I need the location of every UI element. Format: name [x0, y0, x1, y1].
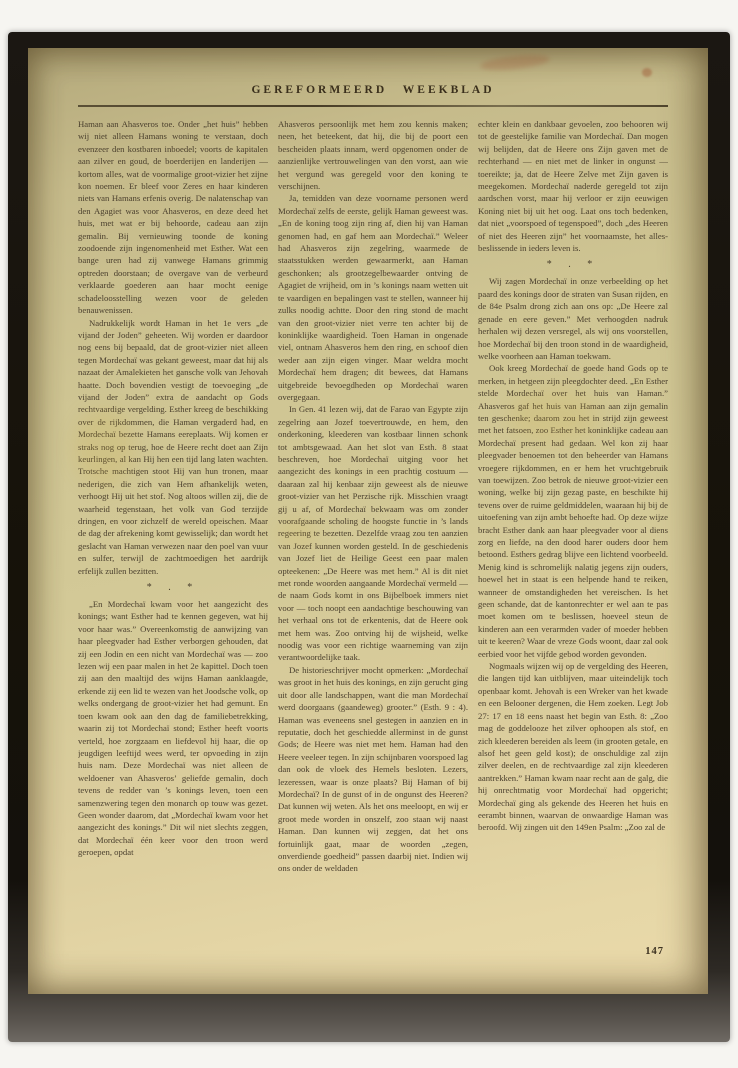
text-column-2 [278, 118, 468, 994]
paragraph: Haman aan Ahasveros toe. Onder „het huis” hebben wij niet alleen Hamans woning te verstaan, doch evenzeer den kostbaren inboedel; voorts de kapitalen aan zilver en goud, de boerderijen en landerijen — kortom alles, wat de voormalige groot-vizier het zijne kon noemen. Er bleef voor Zeres en haar kinderen niets van Hamans erfenis overig. De nalatenschap van den Agagiet was voor Ahasveros, en deze deed het huis, met wat er bij behoorde, cadeau aan zijn gemalin. Bij vernieuwing toonde de koning zoodoende zijn ingenomenheid met Esther. Wat een bange uren had zij vanwege Hamans grimmig optreden doorstaan; de overgave van de verbeurd verklaarde goederen aan haar mocht eenige schadeloosstelling wezen voor de geleden benauwenissen. [78, 119, 268, 316]
text-column-1 [78, 118, 268, 994]
paragraph: Nogmaals wijzen wij op de vergelding des Heeren, die langen tijd kan uitblijven, maar uiteindelijk toch openbaar komt. Jehovah is een Wreker van het kwade en een Belooner dergenen, die Hem zoeken. Legt Job 27: 17 en 18 eens naast het begin van Esth. 8: „Zoo mag de goddelooze het zilver ophoopen als stof, en zich kleederen bereiden als leem (in grooten getale, en alsof het geen geld kost); de onschuldige zal zijn zilver deelen, en de rechtvaardige zal zijn kleederen aantrekken.” Haman kwam naar recht aan de galg, die hij onrechtmatig voor Mordechaï had opgericht; Mordechaï ging als gekende des Heeren het huis en eerambt binnen, waarvan de onwaardige Haman was beroofd. Wij zingen uit den 149en Psalm: „Zoo zal de [478, 661, 668, 833]
article-body [78, 118, 668, 994]
paper-stain [480, 52, 551, 72]
asterism-separator: * . * [546, 259, 600, 271]
paragraph: De historieschrijver mocht opmerken: „Mordechaï was groot in het huis des konings, en zijn gerucht ging uit door alle landschappen, want die man Mordechaï werd doorgaans (gaandeweg) grooter.” (Esth. 9 : 4). Haman was eveneens snel gestegen in aanzien en in reputatie, doch het geschiedde allerminst in de gunst Gods; de Heere was niet met hem. Haman had den Heere veeleer tegen. In zijn schijnbaren voorspoed lag dan ook de vloek des Hemels besloten. Lezers, lezeressen, waar is onze plaats? Bij Haman of bij Mordechaï? In de gunst of in de ongunst des Heeren? Dat kunnen wij weten. Als het ons meeloopt, en wij er groot mede worden in onszelf, zoo staan wij naast Haman. Dan kunnen wij zeggen, dat het ons fortuinlijk gaat, maar de woorden „zegen, onverdiende goedheid” passen daarbij niet. Indien wij ons onder de weldaden [278, 664, 468, 874]
header-rule [78, 105, 668, 107]
paragraph: echter klein en dankbaar gevoelen, zoo behooren wij tot de geestelijke familie van Mordechaï. Dan mogen wij belijden, dat de Heere ons Zijn gaven met de rechterhand — en niet met de linker in ongunst — toereikte; ja, dat de Heere Zelve met Zijn gaven is meegekomen. Mordechaï naderde geregeld tot zijn aardschen vorst, maar hij verloor er zijn eeuwigen Koning niet bij uit het oog. Laat ons toch bedenken, dat niet „voorspoed of tegenspoed”, doch „des Heeren of niet des Heeren zijn” het voornaamste, het alles-beslissende in ieders leven is. [478, 119, 668, 254]
paragraph: In Gen. 41 lezen wij, dat de Farao van Egypte zijn zegelring aan Jozef toevertrouwde, en hem, den onderkoning, kleederen van kostbaar linnen schonk tot ambtsgewaad. Aan het slot van Esth. 8 staat beschreven, hoe Mordechaï uitging voor het aangezicht des konings in een prachtig costuum — daaraan zal hij kenbaar zijn geweest als de nieuwe groot-vizier van het Perzische rijk. Misschien vraagt gij u af, of Mordechaï bekwaam was om zonder voorafgaande scholing de hoogste functie in ’s lands regeering te bezetten. Dezelfde vraag zou ten aanzien van Jozef kunnen worden gesteld. In de geschiedenis van Jozef liet de Heilige Geest een paar malen opteekenen: „De Heere was met hem.” Al is dit niet met ronde woorden aangaande Mordechaï vermeld — de naam Gods komt in ons Bijbelboek immers niet voor — toch noopt een aandachtige beschouwing van het verhaal ons tot de erkentenis, dat de Heere ook met hem was. Zoo ontving hij de wijsheid, welke noodig was voor een richtige waarneming van zijn verantwoordelijke taak. [278, 404, 468, 663]
scanned-page-background [8, 32, 730, 1042]
paragraph: Nadrukkelijk wordt Haman in het 1e vers „de vijand der Joden” geheeten. Wij worden er daardoor nog eens bij bepaald, dat de groot-vizier niet alleen tegen Mordechaï was gekant geweest, maar dat hij als nazaat der Amalekieten het gansche volk van Jehovah haatte. Doch bovendien vestigt de toevoeging „de vijand der Joden” extra de aandacht op Gods rechtvaardige vergelding. Esther kreeg de beschikking over de rijkdommen, die Haman vergaderd had, en Mordechaï bezette Hamans eereplaats. Wij komen er straks nog op terug, hoe de Heere recht doet aan Zijn keurlingen, al kan Hij hen een tijd lang laten wachten. Trotsche machtigen stoot Hij van hun tronen, maar nederigen, die zich van Hem afhankelijk weten, verhoogt Hij uit het stof. Nog altoos willen zij, die de waarheid tegenstaan, het volk van God terzijde dringen, en voor zichzelf de wereld opeischen. Maar de dag der afrekening komt gewisselijk; dan wordt het geslacht van Haman verwezen naar den poel van vuur en sulfer, terwijl de zachtmoedigen het aardrijk erfelijk zullen bezitten. [78, 317, 268, 576]
paragraph: Wij zagen Mordechaï in onze verbeelding op het paard des konings door de straten van Susan rijden, en de 84e Psalm drong zich aan ons op: „De Heere zal genade en eere geven.” Met verhoogden nadruk herhalen wij dezen versregel, als wij ons voorstellen, hoe Mordechaï bij den troon stond in de waardigheid, welke voorheen aan Haman toekwam. [478, 276, 668, 361]
page-number: 147 [645, 946, 664, 957]
paragraph: Ook kreeg Mordechaï de goede hand Gods op te merken, in hetgeen zijn pleegdochter deed. „En Esther stelde Mordechaï over het huis van Haman.” Ahasveros gaf het huis van Haman aan zijn gemalin ten geschenke; daarom zou het in strijd zijn geweest met het fatsoen, zoo Esther het koninklijke cadeau aan Mordechaï present had gedaan. Wel kon zij haar pleegvader benoemen tot den beheerder van Hamans vroegere rijkdommen, en er hem het vruchtgebruik van toewijzen. Zoo betrok de nieuwe groot-vizier een woning, welke bij zijn gezag paste, en beschikte hij tevens over de ruime geldmiddelen, waaraan hij bij de uitoefening van zijn ambt behoefte had. Op deze wijze bracht Esther dank aan haar pleegvader voor al diens zorg en liefde, na den dood harer ouders door hem betoond. Esthers gedrag blijve een lichtend voorbeeld. Menig kind is schromelijk nalatig jegens zijn ouders, hoewel het in staat is een helpende hand te reiken, wanneer de omstandigheden het vereischen. Is het geen schande, dat de kantonrechter er wel aan te pas moet komen om te beslissen, hoeveel steun de kinderen aan een verarmden vader of moeder hebben uit te keeren? Waar de vreze Gods woont, daar zal ook eerbied voor het vijfde gebod worden gevonden. [478, 363, 668, 659]
paragraph: Ahasveros persoonlijk met hem zou kennis maken; neen, het beteekent, dat hij, die bij de poort een bescheiden plaats innam, werd opgenomen onder de aanzienlijke vertrouwelingen van den vorst, aan wie het vergund was geregeld voor den koning te verschijnen. [278, 119, 468, 192]
publication-title: GEREFORMEERD WEEKBLAD [251, 84, 495, 96]
text-column-3 [478, 118, 668, 994]
paragraph: „En Mordechaï kwam voor het aangezicht des konings; want Esther had te kennen gegeven, wat hij voor haar was.” Overeenkomstig de aanwijzing van haar pleegvader had Esther verborgen gehouden, dat zij een Jodin en een nicht van Mordechaï was — zoo lezen wij een paar malen in het 2e kapittel. Doch toen zij aan den maaltijd des wijns Haman aanklaagde, erkende zij een lid te wezen van het Joodsche volk, op welks ondergang de groot-vizier het had gemunt. En toen kwam ook aan den dag de familiebetrekking, waarin zij tot Mordechaï stond; Esther heeft voorts verteld, hoe zorgzaam en liefdevol hij haar, die op jeugdigen leeftijd wees werd, ter opvoeding in zijn huis nam. Deze Mordechaï was niet alleen de weldoener van Ahasveros’ geliefde gemalin, doch tevens de redder van ’s konings leven, toen een samenzwering tegen den monarch op touw was gezet. Geen wonder daarom, dat „Mordechaï kwam voor het aangezicht des konings.” Dit wil niet slechts zeggen, dat Mordechaï één keer voor den troon werd geroepen, opdat [78, 599, 268, 858]
asterism-separator: * . * [146, 582, 200, 594]
magazine-page [28, 48, 708, 994]
paper-stain [642, 68, 652, 77]
masthead [78, 80, 668, 98]
paragraph: Ja, temidden van deze voorname personen werd Mordechaï zelfs de eerste, gelijk Haman geweest was. „En de koning toog zijn ring af, dien hij van Haman genomen had, en gaf hem aan Mordechaï.” Weleer had Ahasveros zijn zegelring, waarmede de staatsstukken werden gewaarmerkt, aan Haman geschonken; als grootzegelbewaarder ontving de Agagiet de vrijheid, om in ’s konings naam wetten uit te vaardigen en bepalingen vast te stellen, wanneer hij zulks noodig achtte. Door den ring stond de macht van den groot-vizier niet verre ten achter bij de koninklijke waardigheid. Toen Haman in ongenade viel, ontnam Ahasveros hem den ring, en schoof dien weder aan zijn eigen vinger. Maar weldra mocht Mordechaï hem dragen; dit bewees, dat Hamans uitgebreide bevoegdheden op Mordechaï waren overgegaan. [278, 193, 468, 402]
